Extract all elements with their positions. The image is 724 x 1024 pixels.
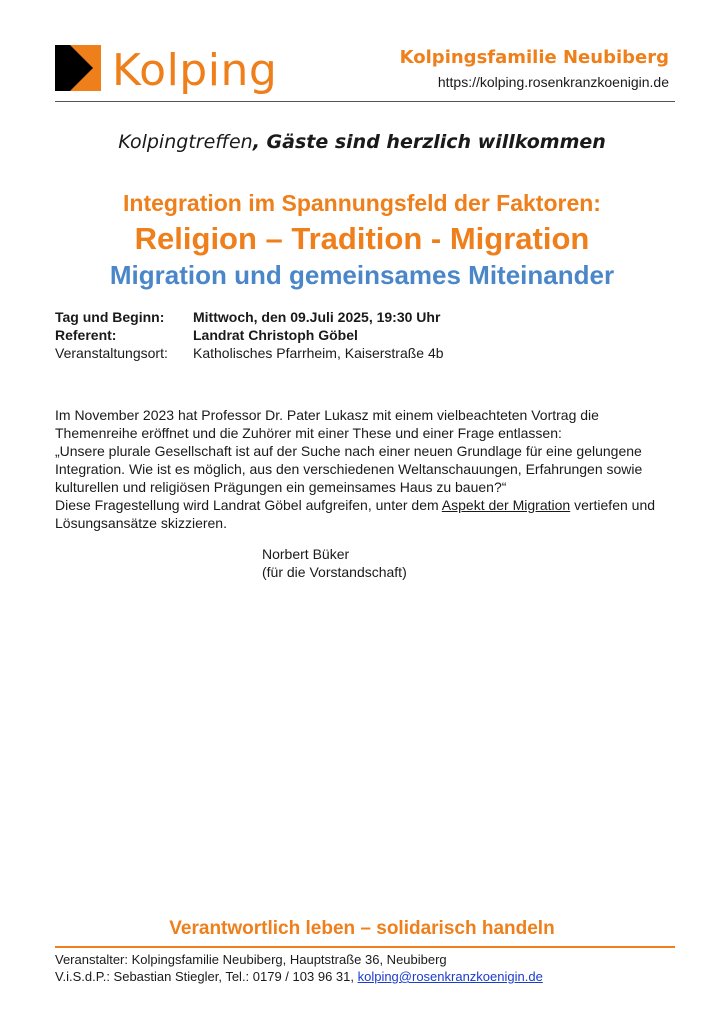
detail-value: Landrat Christoph Göbel <box>193 327 358 343</box>
detail-row-venue <box>55 344 444 362</box>
closing-text-end: vertiefen und Lösungsansätze skizzieren. <box>55 497 656 531</box>
closing-paragraph <box>55 496 675 532</box>
event-title-line-2: Religion – Tradition - Migration <box>134 221 590 256</box>
footer-imprint <box>55 951 543 985</box>
signature-block <box>262 545 407 581</box>
kolping-motto: Verantwortlich leben – solidarisch handeln <box>169 918 555 939</box>
signature-role: (für die Vorstandschaft) <box>262 564 407 580</box>
detail-label: Veranstaltungsort: <box>55 345 168 361</box>
responsible-line <box>55 968 543 985</box>
header-divider <box>55 101 675 102</box>
kolping-k-logo-icon <box>55 45 101 91</box>
migration-aspect-text: Aspekt der Migration <box>441 497 571 513</box>
detail-label: Referent: <box>55 327 117 343</box>
event-description <box>55 406 675 532</box>
detail-label: Tag und Beginn: <box>55 309 165 325</box>
logo-wordmark: Kolping <box>112 45 278 96</box>
event-details <box>55 308 444 362</box>
footer-divider <box>55 946 675 948</box>
detail-value: Mittwoch, den 09.Juli 2025, 19:30 Uhr <box>193 309 441 325</box>
event-title-line-1: Integration im Spannungsfeld der Faktoren: <box>123 190 601 216</box>
signature-name: Norbert Büker <box>262 546 350 562</box>
responsible-person-text: V.i.S.d.P.: Sebastian Stiegler, Tel.: 0179 / 103 96 31, <box>55 969 358 984</box>
closing-text-start: Diese Fragestellung wird Landrat Göbel aufgreifen, unter dem <box>55 497 442 513</box>
detail-row-date <box>55 308 444 326</box>
detail-value: Katholisches Pfarrheim, Kaiserstraße 4b <box>193 345 444 361</box>
organizer-line: Veranstalter: Kolpingsfamilie Neubiberg, Hauptstraße 36, Neubiberg <box>55 952 447 967</box>
organization-name: Kolpingsfamilie Neubiberg <box>399 47 669 68</box>
email-link[interactable]: kolping@rosenkranzkoenigin.de <box>357 969 543 984</box>
meeting-label: Kolpingtreffen <box>118 131 253 153</box>
detail-row-speaker <box>55 326 444 344</box>
guests-welcome-text: , Gäste sind herzlich willkommen <box>252 131 606 153</box>
quote-paragraph: „Unsere plurale Gesellschaft ist auf der Suche nach einer neuen Grundlage für eine gelungene Integration. Wie ist es möglich, aus den verschiedenen Weltanschauungen, Erfahrungen sowie kulturellen und religiösen Prägungen ein gemeinsames Haus zu bauen?“ <box>55 443 643 495</box>
intro-paragraph: Im November 2023 hat Professor Dr. Pater Lukasz mit einem vielbeachteten Vortrag die Themenreihe eröffnet und die Zuhörer mit einer These und einer Frage entlassen: <box>55 407 599 441</box>
event-subtitle: Migration und gemeinsames Miteinander <box>109 260 615 290</box>
meeting-announcement <box>0 128 724 156</box>
organization-url[interactable]: https://kolping.rosenkranzkoenigin.de <box>437 74 669 90</box>
